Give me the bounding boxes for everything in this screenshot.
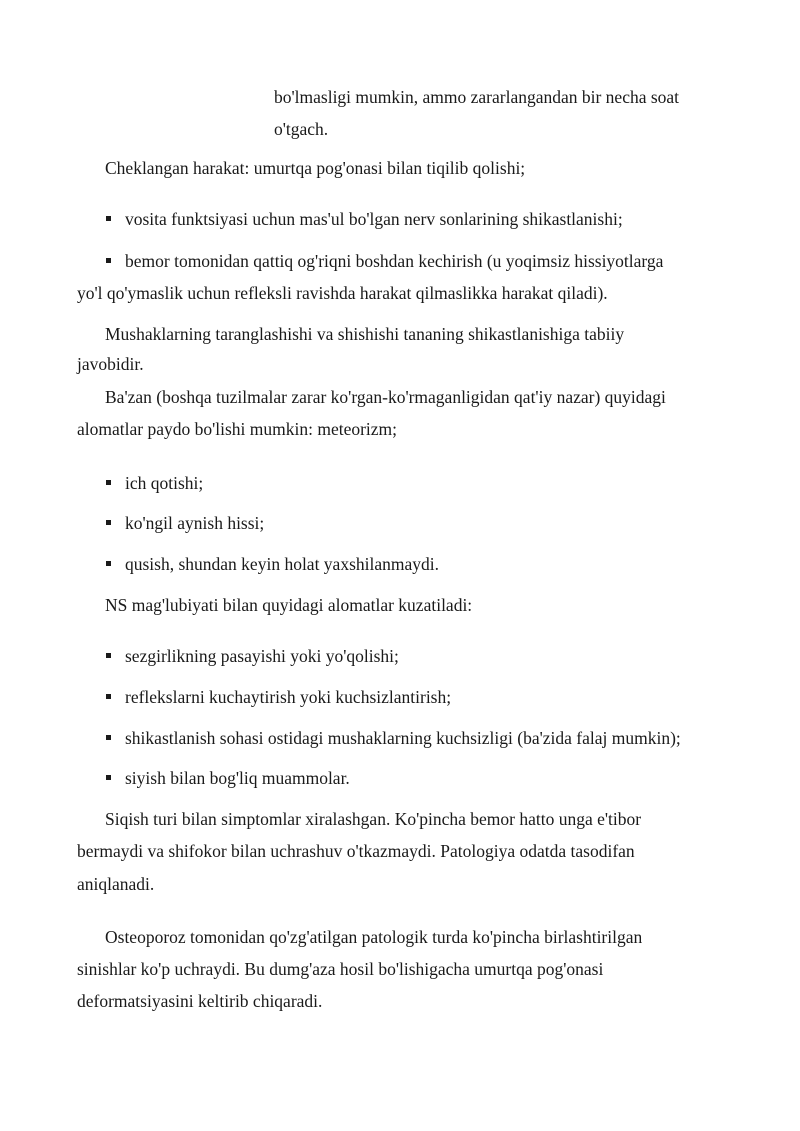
text-line: Osteoporoz tomonidan qo'zg'atilgan patologik turda ko'pincha birlashtirilgan [105, 927, 643, 947]
text-line: deformatsiyasini keltirib chiqaradi. [77, 991, 323, 1011]
bullet-icon [106, 216, 111, 221]
text-line: Cheklangan harakat: umurtqa pog'onasi bilan tiqilib qolishi; [105, 158, 526, 178]
text-line: bo'lmasligi mumkin, ammo zararlangandan bir necha soat [274, 87, 680, 107]
text-line: bermaydi va shifokor bilan uchrashuv o'tkazmaydi. Patologiya odatda tasodifan [77, 841, 635, 861]
bullet-icon [106, 735, 111, 740]
bullet-icon [106, 775, 111, 780]
text-line: NS mag'lubiyati bilan quyidagi alomatlar kuzatiladi: [105, 595, 473, 615]
bullet-icon [106, 480, 111, 485]
text-line: sinishlar ko'p uchraydi. Bu dumg'aza hosil bo'lishigacha umurtqa pog'onasi [77, 959, 604, 979]
text-line: aniqlanadi. [77, 874, 155, 894]
bullet-icon [106, 653, 111, 658]
text-line: javobidir. [77, 354, 144, 374]
text-line: Siqish turi bilan simptomlar xiralashgan. Ko'pincha bemor hatto unga e'tibor [105, 809, 642, 829]
text-line: Mushaklarning taranglashishi va shishishi tananing shikastlanishiga tabiiy [105, 324, 625, 344]
text-line: Ba'zan (boshqa tuzilmalar zarar ko'rgan-ko'rmaganligidan qat'iy nazar) quyidagi [105, 387, 666, 407]
list-item-continuation: yo'l qo'ymaslik uchun refleksli ravishda harakat qilmaslikka harakat qiladi). [77, 283, 608, 303]
list-item: qusish, shundan keyin holat yaxshilanmaydi. [125, 554, 439, 574]
bullet-icon [106, 561, 111, 566]
list-item: ich qotishi; [125, 473, 204, 493]
bullet-icon [106, 520, 111, 525]
text-line: alomatlar paydo bo'lishi mumkin: meteorizm; [77, 419, 398, 439]
list-item: vosita funktsiyasi uchun mas'ul bo'lgan nerv sonlarining shikastlanishi; [125, 209, 623, 229]
bullet-icon [106, 694, 111, 699]
bullet-icon [106, 258, 111, 263]
list-item: sezgirlikning pasayishi yoki yo'qolishi; [125, 646, 399, 666]
list-item: siyish bilan bog'liq muammolar. [125, 768, 350, 788]
list-item: shikastlanish sohasi ostidagi mushaklarning kuchsizligi (ba'zida falaj mumkin); [125, 728, 681, 748]
list-item: bemor tomonidan qattiq og'riqni boshdan kechirish (u yoqimsiz hissiyotlarga [125, 251, 664, 271]
list-item: reflekslarni kuchaytirish yoki kuchsizlantirish; [125, 687, 452, 707]
list-item: ko'ngil aynish hissi; [125, 513, 265, 533]
text-line: o'tgach. [274, 119, 329, 139]
